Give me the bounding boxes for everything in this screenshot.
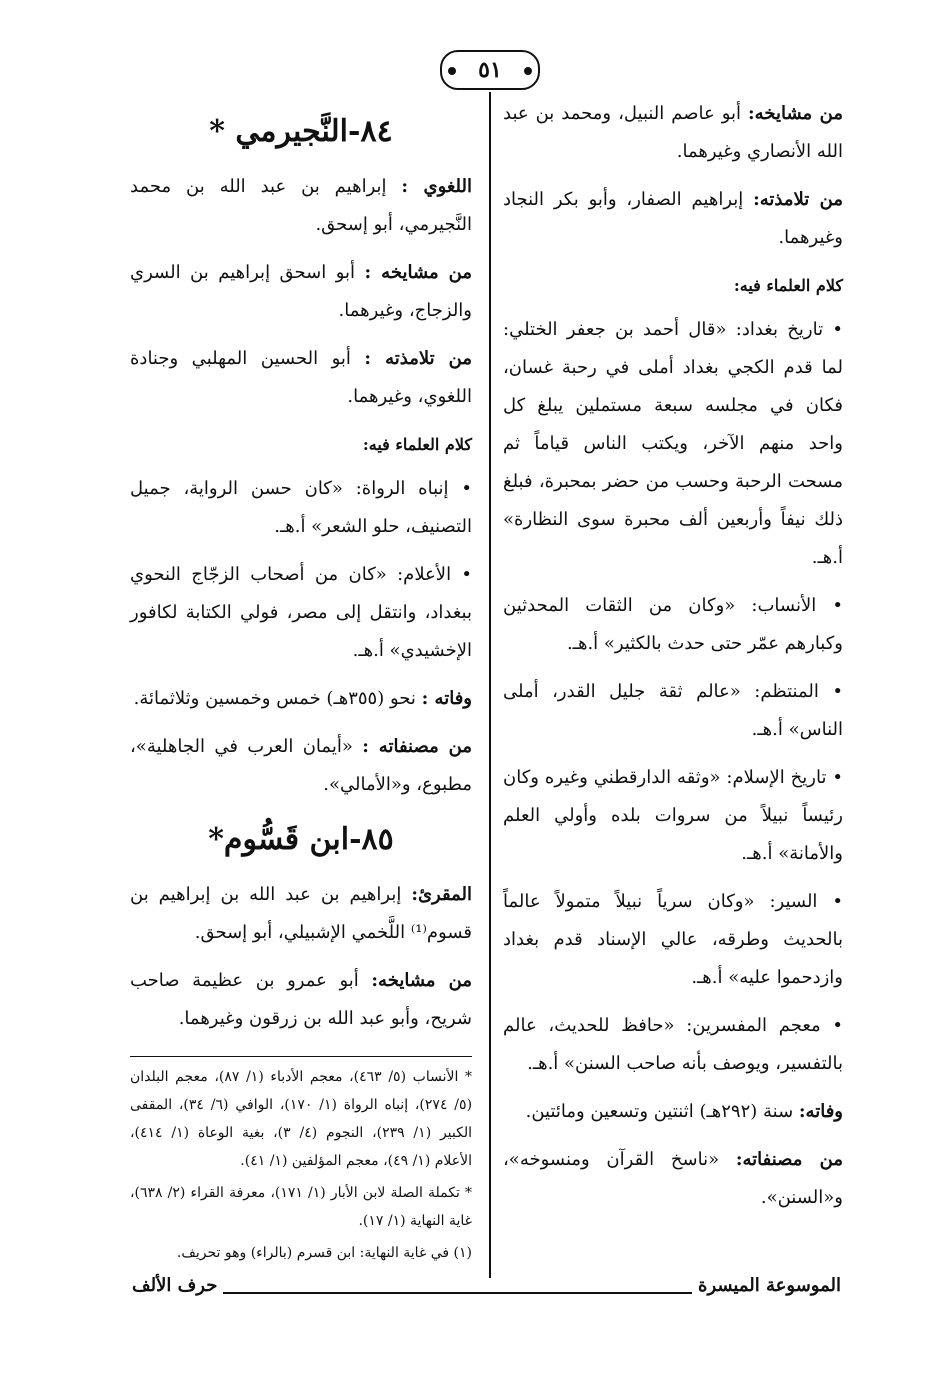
muqri-label: المقرئ: (411, 884, 472, 905)
footnotes (130, 1063, 472, 1267)
entry-84-wafat (130, 680, 472, 718)
quote-alam: • الأعلام: «كان من أصحاب الزجّاج النحوي ببغداد، وانتقل إلى مصر، فولي الكتابة لكافور الإخشيدي» أ.هـ. (130, 564, 472, 661)
quote-tarikh-baghdad: • تاريخ بغداد: «قال أحمد بن جعفر الختلي: لما قدم الكجي بغداد أملى في رحبة غسان، فكان في مجلسه سبعة مستملين يبلغ كل واحد منهم الآخر، ويكتب الناس قياماً ثم مسحت الرحبة وحسب من حضر بمحبرة، فبلغ ذلك نيفاً وأربعين ألف محبرة سوى النظارة» أ.هـ. (503, 319, 843, 568)
quote-muntazam: • المنتظم: «عالم ثقة جليل القدر، أملى الناس» أ.هـ. (503, 681, 843, 740)
quote-tarikh-islam: • تاريخ الإسلام: «وثقه الدارقطني وغيره وكان رئيساً نبيلاً من سروات بلده وأولي العلم والأمانة» أ.هـ. (503, 767, 843, 864)
column-divider (489, 92, 491, 1278)
entry-85-muqri (130, 876, 472, 952)
right-column (503, 95, 843, 1227)
wafat-label: وفاته: (798, 1101, 843, 1122)
footnote-entry-85-sources: * تكملة الصلة لابن الأبار (١/ ١٧١)، معرفة القراء (٢/ ٦٣٨)، غاية النهاية (١/ ١٧). (130, 1185, 472, 1229)
footer-book-title: الموسوعة الميسرة (692, 1274, 847, 1298)
talamidh-label: من تلامذته: (753, 189, 843, 210)
wafat-paragraph (503, 1093, 843, 1131)
entry-85-title: ٨٥-ابن قَسُّوم* (208, 822, 394, 857)
mashayikh-text: أبو اسحق إبراهيم بن السري والزجاج، وغيرهما. (130, 262, 472, 321)
talamidh-text: إبراهيم الصفار، وأبو بكر النجاد وغيرهما. (503, 189, 843, 248)
entry-84-talamidh (130, 340, 472, 416)
talamidh-paragraph (503, 181, 843, 257)
entry-84-mashayikh (130, 254, 472, 330)
musannafat-label: من مصنفاته: (735, 1149, 844, 1170)
entry-84-lughawi (130, 168, 472, 244)
footnote-rule (130, 1056, 472, 1057)
quote-mujam-mufassirin: • معجم المفسرين: «حافظ للحديث، عالم بالتفسير، ويوصف بأنه صاحب السنن» أ.هـ. (503, 1015, 843, 1074)
mashayikh-text: أبو عمرو بن عظيمة صاحب شريح، وأبو عبد الله بن زرقون وغيرهما. (130, 970, 472, 1029)
mashayikh-text: أبو عاصم النبيل، ومحمد بن عبد الله الأنصاري وغيرهما. (503, 103, 843, 162)
lughawi-label: اللغوي : (401, 176, 472, 197)
entry-84-ulama-heading: كلام العلماء فيه: (362, 435, 472, 454)
entry-84-title: ٨٤-النَّجيرمي * (209, 114, 393, 149)
quote-inbah-ruwat: • إنباه الرواة: «كان حسن الرواية، جميل التصنيف، حلو الشعر» أ.هـ. (130, 478, 472, 537)
quote-siyar: • السير: «وكان سرياً نبيلاً متمولاً عالماً بالحديث وطرقه، عالي الإسناد قدم بغداد وازدحموا عليه» أ.هـ. (503, 891, 843, 988)
musannafat-paragraph (503, 1141, 843, 1217)
footer-chapter-title: حرف الألف (126, 1274, 223, 1298)
musannafat-text: «ناسخ القرآن ومنسوخه»، و«السنن». (503, 1149, 843, 1208)
lughawi-text: إبراهيم بن عبد الله بن محمد النَّجيرمي، أبو إسحق. (130, 176, 472, 235)
musannafat-text: «أيمان العرب في الجاهلية»، مطبوع، و«الأمالي». (130, 736, 472, 795)
talamidh-label: من تلامذته : (364, 348, 472, 369)
page-number: ٥١ (440, 50, 540, 90)
musannafat-label: من مصنفاته : (362, 736, 472, 757)
ulama-heading: كلام العلماء فيه: (733, 276, 843, 295)
wafat-text: نحو (٣٥٥هـ) خمس وخمسين وثلاثمائة. (133, 688, 422, 709)
mashayikh-label: من مشايخه: (371, 970, 473, 991)
left-column (130, 100, 472, 1271)
footnote-1: (١) في غاية النهاية: ابن قسرم (بالراء) وهو تحريف. (176, 1245, 472, 1261)
muqri-text: إبراهيم بن عبد الله بن إبراهيم بن قسوم⁽¹⁾ اللَّخمي الإشبيلي، أبو إسحق. (130, 884, 472, 943)
footnote-entry-84-sources: * الأنساب (٥/ ٤٦٣)، معجم الأدباء (١/ ٨٧)، معجم البلدان (٥/ ٢٧٤)، إنباه الرواة (١/ ١٧٠)، الوافي (٦/ ٣٤)، المقفى الكبير (١/ ٢٣٩)، النجوم (٤/ ٣)، بغية الوعاة (١/ ٤١٤)، الأعلام (١/ ٤٩)، معجم المؤلفين (١/ ٤١). (130, 1069, 473, 1169)
quote-ansab: • الأنساب: «وكان من الثقات المحدثين وكبارهم عمّر حتى حدث بالكثير» أ.هـ. (503, 595, 843, 654)
wafat-text: سنة (٢٩٢هـ) اثنتين وتسعين ومائتين. (525, 1101, 799, 1122)
mashayikh-label: من مشايخه : (364, 262, 472, 283)
mashayikh-paragraph (503, 95, 843, 171)
entry-84-musannafat (130, 728, 472, 804)
entry-85-mashayikh (130, 962, 472, 1038)
talamidh-text: أبو الحسين المهلبي وجنادة اللغوي، وغيرهما. (130, 348, 472, 407)
wafat-label: وفاته : (421, 688, 472, 709)
mashayikh-label: من مشايخه: (748, 103, 844, 124)
